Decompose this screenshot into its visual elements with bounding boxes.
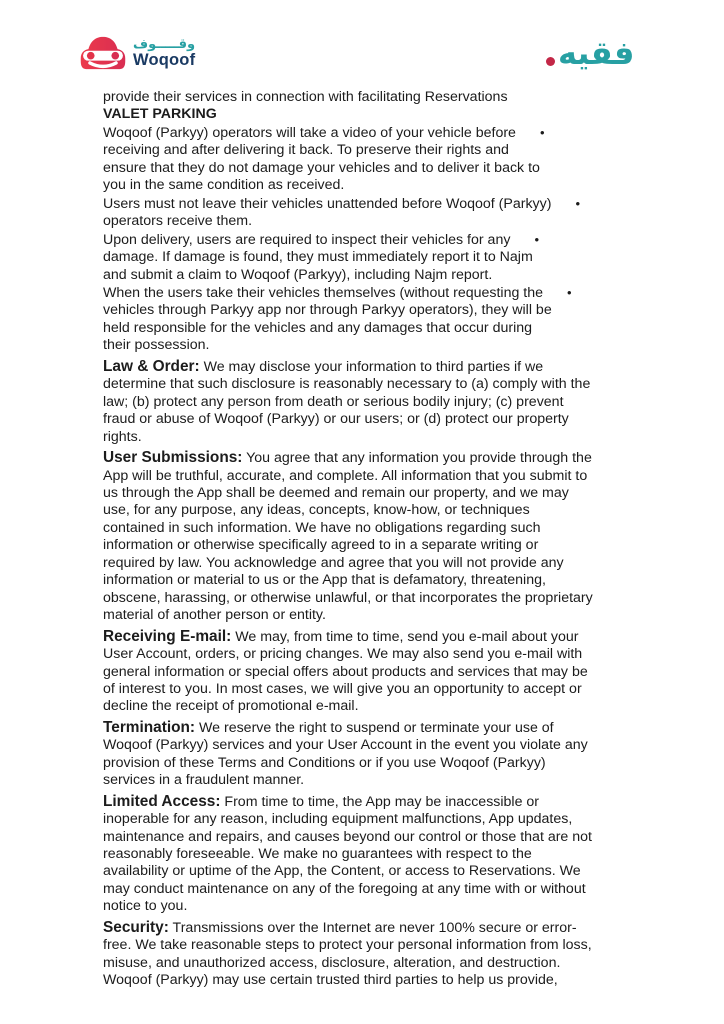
valet-parking-title: VALET PARKING [103, 106, 217, 123]
text-line: vehicles through Parkyy app nor through Parkyy operators), they will be [103, 302, 552, 319]
bullet-marker: • [539, 124, 545, 140]
text-line: rights. [103, 428, 142, 445]
text-line: and submit a claim to Woqoof (Parkyy), including Najm report. [103, 266, 493, 283]
text-line: Law & Order: We may disclose your information to third parties if we [103, 357, 544, 375]
text-line: information or otherwise specifically agreed to in a separate writing or [103, 537, 539, 554]
section-heading: Security: [103, 918, 169, 936]
text-line: free. We take reasonable steps to protect your personal information from loss, [103, 937, 592, 954]
terms-section [103, 628, 630, 716]
text-line: fraud or abuse of Woqoof (Parkyy) or our users; or (d) protect our property [103, 411, 569, 428]
text-line: determine that such disclosure is reasonably necessary to (a) comply with the [103, 376, 591, 393]
text-line: maintenance and repairs, and causes beyond our control or those that are not [103, 828, 592, 845]
text-line: law; (b) protect any person from death or serious bodily injury; (c) prevent [103, 393, 564, 410]
text-line: Upon delivery, users are required to inspect their vehicles for any • [103, 231, 539, 248]
section-heading: Limited Access: [103, 792, 221, 810]
text-line: Receiving E-mail: We may, from time to time, send you e-mail about your [103, 627, 579, 645]
text-line: availability or uptime of the App, the Content, or access to Reservations. We [103, 863, 581, 880]
text-line: material of another person or entity. [103, 607, 326, 624]
text-line: User Account, orders, or pricing changes. We may also send you e-mail with [103, 646, 583, 663]
text-line: information or material to us or the App that is defamatory, threatening, [103, 572, 546, 589]
text-line: decline the receipt of promotional e-mail. [103, 698, 359, 715]
bullet-marker: • [575, 195, 581, 211]
section-heading: Termination: [103, 718, 196, 736]
section-heading: Law & Order: [103, 357, 200, 375]
bullet-marker: • [534, 231, 539, 247]
text-line: Limited Access: From time to time, the App may be inaccessible or [103, 792, 540, 810]
woqoof-car-icon [80, 35, 126, 71]
text-line: notice to you. [103, 898, 188, 915]
text-line: may conduct maintenance on any of the foregoing at any time with or without [103, 880, 586, 897]
bullet-list [103, 124, 630, 355]
text-line: held responsible for the vehicles and any damages that occur during [103, 319, 533, 336]
text-line: Users must not leave their vehicles unattended before Woqoof (Parkyy) • [103, 195, 581, 212]
terms-section [103, 793, 630, 916]
text-line: required by law. You acknowledge and agree that you will not provide any [103, 554, 564, 571]
section-heading: Receiving E-mail: [103, 627, 232, 645]
text-line: receiving and after delivering it back. To preserve their rights and [103, 142, 509, 159]
section-heading: User Submissions: [103, 449, 243, 467]
woqoof-logo-arabic-text: وقـــــوف [133, 36, 196, 52]
text-line: inoperable for any reason, including equipment malfunctions, App updates, [103, 811, 573, 828]
text-line: damage. If damage is found, they must immediately report it to Najm [103, 249, 533, 266]
text-line: operators receive them. [103, 213, 253, 230]
woqoof-logo [80, 35, 195, 71]
text-line: you in the same condition as received. [103, 177, 345, 194]
text-line: general information or special offers about products and services that may be [103, 663, 588, 680]
intro-line: provide their services in connection with facilitating Reservations [103, 89, 508, 105]
terms-section [103, 358, 630, 446]
faqih-logo [546, 36, 634, 70]
document-body [103, 89, 630, 990]
text-line: App will be truthful, accurate, and complete. All information that you submit to [103, 467, 588, 484]
text-line: provision of these Terms and Conditions or if you use Woqoof (Parkyy) [103, 754, 546, 771]
section-list [103, 358, 630, 990]
text-line: us through the App shall be deemed and remain our property, and we may [103, 484, 569, 501]
terms-section [103, 919, 630, 990]
text-line: services in a fraudulent manner. [103, 772, 305, 789]
text-line: When the users take their vehicles themselves (without requesting the • [103, 284, 572, 301]
text-line: misuse, and unauthorized access, disclosure, alteration, and destruction. [103, 954, 561, 971]
woqoof-logo-latin-text: Woqoof [133, 50, 196, 69]
text-line: use, for any purpose, any ideas, concepts, know-how, or techniques [103, 502, 530, 519]
text-line: Woqoof (Parkyy) may use certain trusted third parties to help us provide, [103, 972, 558, 989]
text-line: Termination: We reserve the right to suspend or terminate your use of [103, 718, 554, 736]
terms-section [103, 719, 630, 790]
text-line: ensure that they do not damage your vehicles and to deliver it back to [103, 159, 540, 176]
terms-section [103, 449, 630, 625]
faqih-logo-dot-icon [546, 57, 555, 66]
text-line: Security: Transmissions over the Internet are never 100% secure or error- [103, 918, 577, 936]
bullet-item [103, 231, 630, 284]
bullet-item [103, 284, 630, 355]
text-line: obscene, harassing, or otherwise unlawful, or that incorporates the proprietary [103, 589, 593, 606]
text-line: Woqoof (Parkyy) services and your User Account in the event you violate any [103, 737, 588, 754]
text-line: contained in such information. We have no obligations regarding such [103, 519, 541, 536]
faqih-logo-arabic-text: فقيه [558, 34, 635, 72]
text-line: Woqoof (Parkyy) operators will take a video of your vehicle before • [103, 124, 545, 141]
bullet-item [103, 124, 630, 195]
text-line: their possession. [103, 337, 210, 354]
text-line: of interest to you. In most cases, we will give you an opportunity to accept or [103, 680, 582, 697]
text-line: User Submissions: You agree that any information you provide through the [103, 449, 592, 467]
bullet-marker: • [567, 284, 572, 300]
bullet-item [103, 195, 630, 231]
text-line: reasonably foreseeable. We make no guarantees with respect to the [103, 846, 532, 863]
